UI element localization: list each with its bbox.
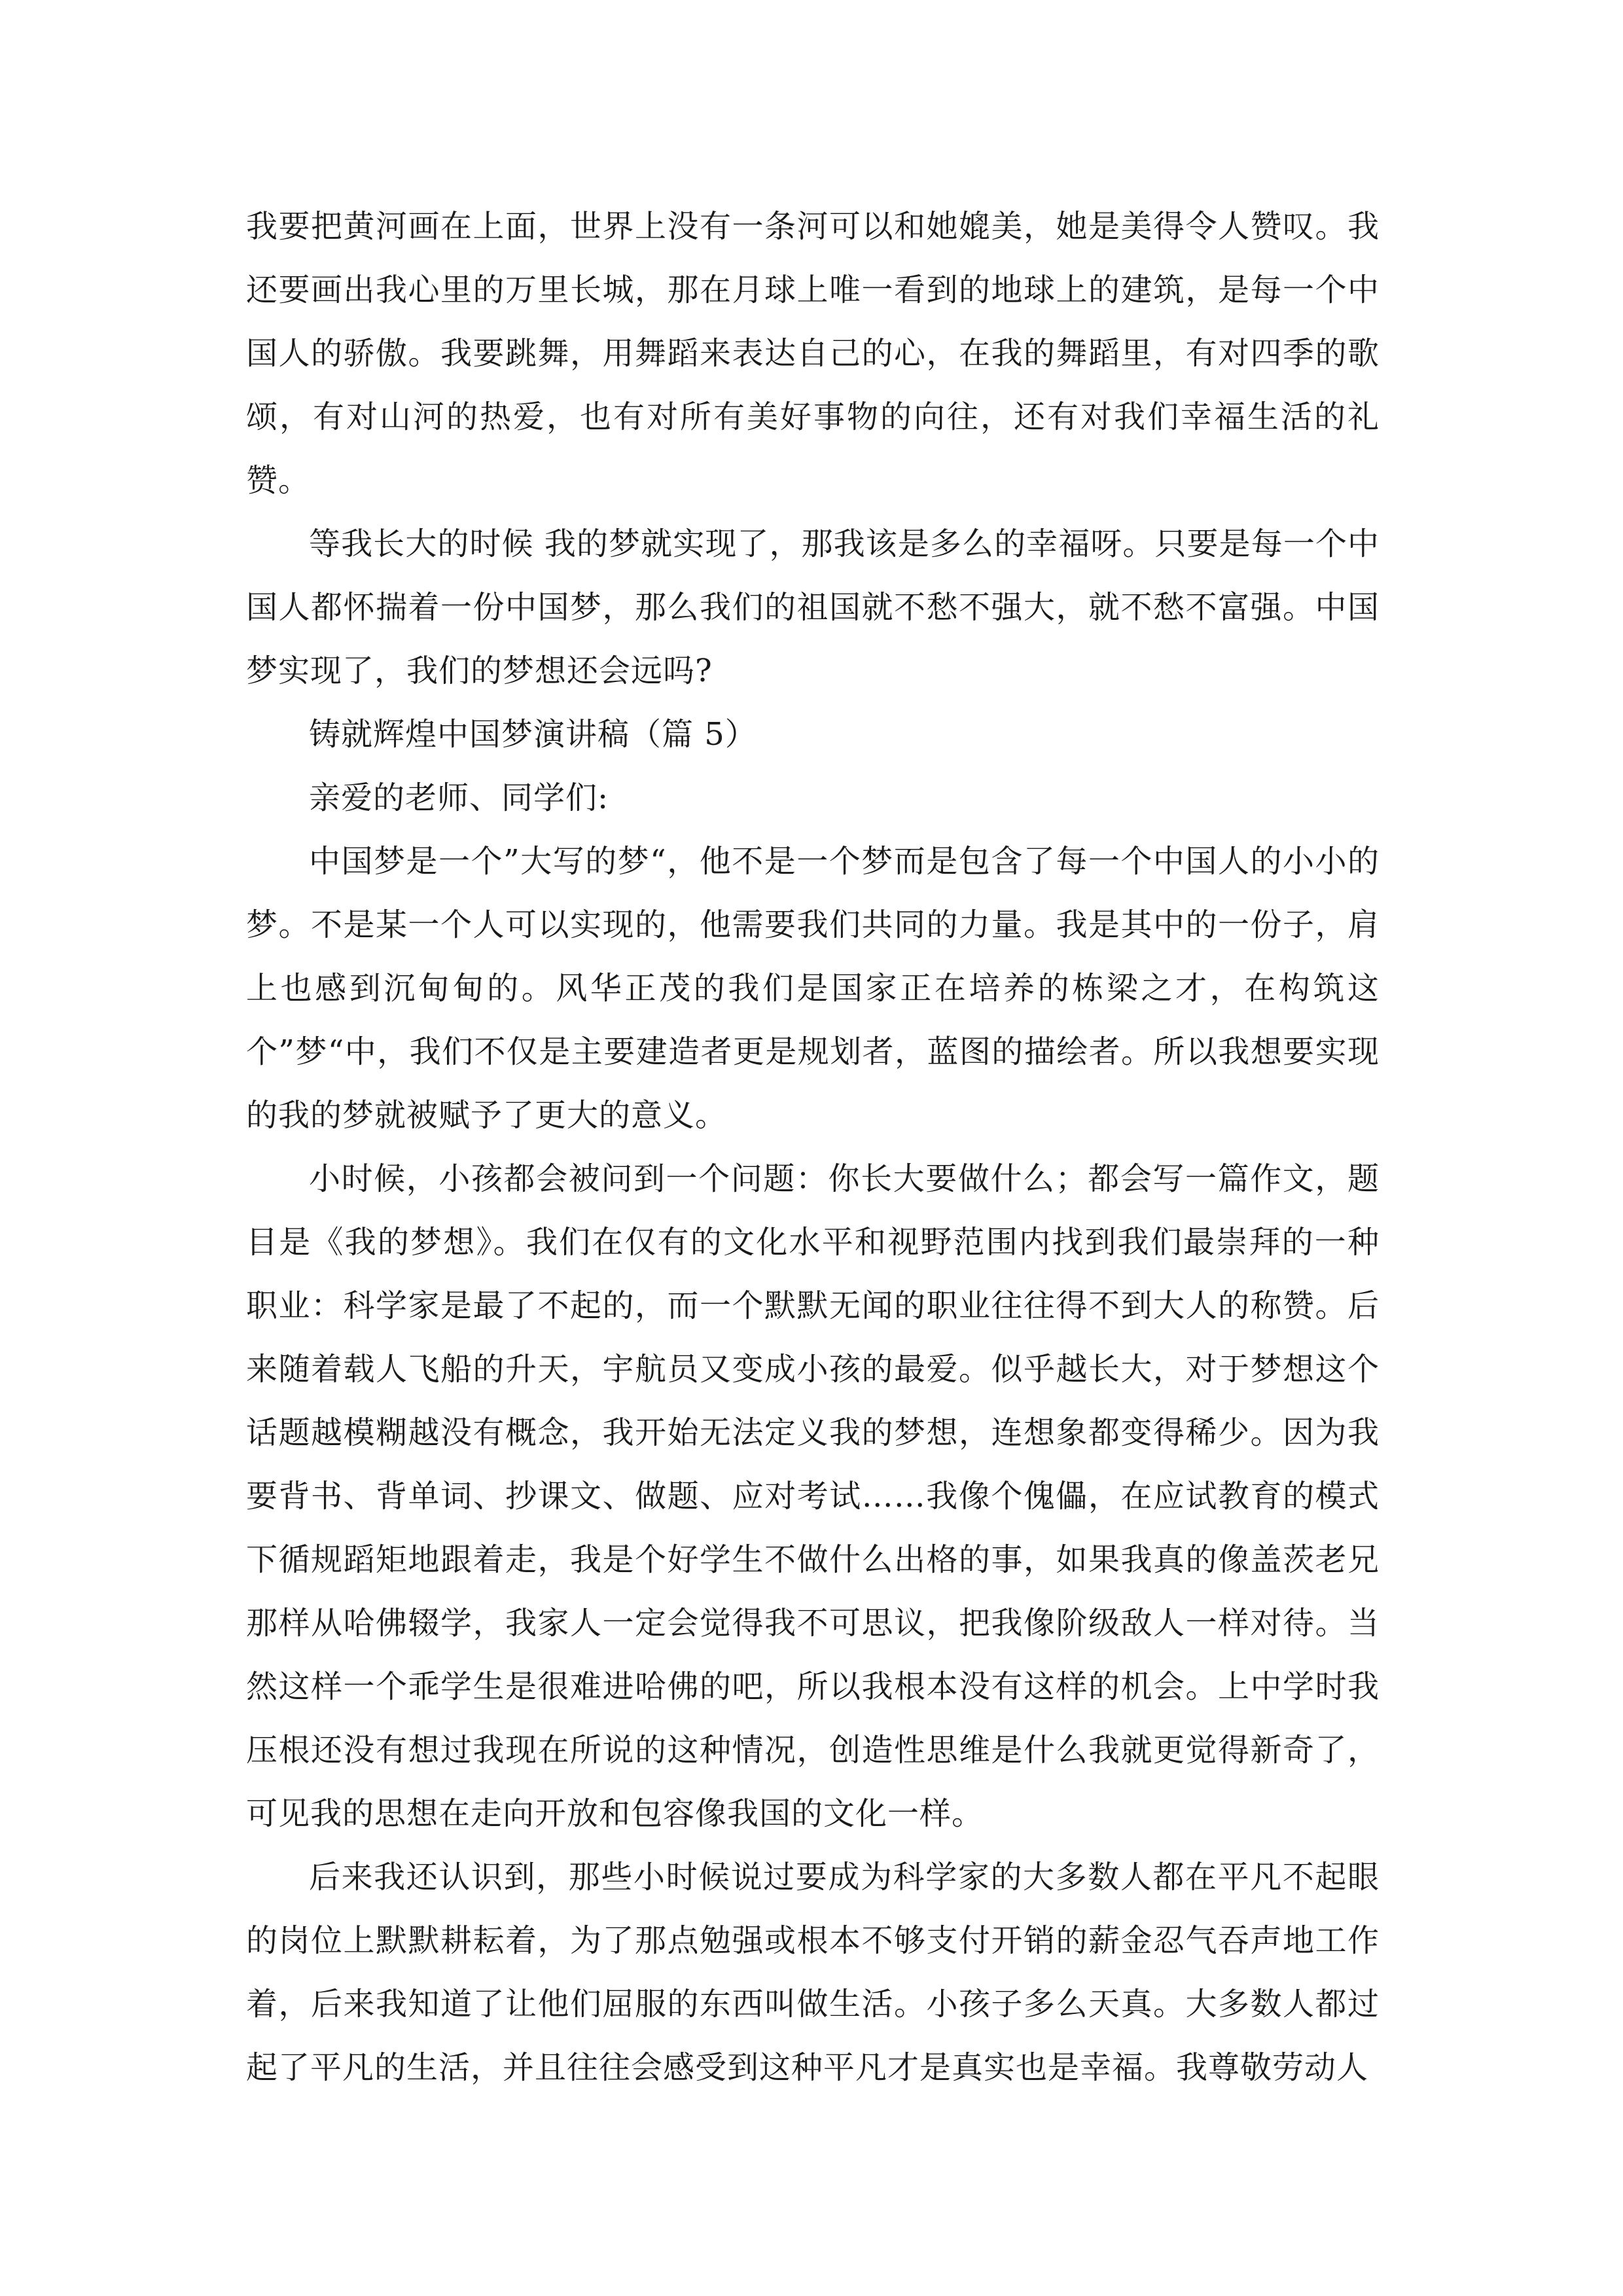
paragraph-dream-come-true: 等我长大的时候 我的梦就实现了，那我该是多么的幸福呀。只要是每一个中国人都怀揣着一份中国梦，那么我们的祖国就不愁不强大，就不愁不富强。中国梦实现了，我们的梦想还会远吗? [246, 526, 1380, 689]
speech-salutation: 亲爱的老师、同学们: [309, 780, 609, 816]
document-body [246, 195, 1380, 2100]
paragraph-ordinary-life: 后来我还认识到，那些小时候说过要成为科学家的大多数人都在平凡不起眼的岗位上默默耕耘着，为了那点勉强或根本不够支付开销的薪金忍气吞声地工作着，后来我知道了让他们屈服的东西叫做生活。小孩子多么天真。大多数人都过起了平凡的生活，并且往往会感受到这种平凡才是真实也是幸福。我尊敬劳动人 [246, 1859, 1380, 2086]
paragraph-yellow-river-great-wall: 我要把黄河画在上面，世界上没有一条河可以和她媲美，她是美得令人赞叹。我还要画出我心里的万里长城，那在月球上唯一看到的地球上的建筑，是每一个中国人的骄傲。我要跳舞，用舞蹈来表达自己的心，在我的舞蹈里，有对四季的歌颂，有对山河的热爱，也有对所有美好事物的向往，还有对我们幸福生活的礼赞。 [246, 208, 1380, 499]
paragraph-chinese-dream-definition: 中国梦是一个”大写的梦“，他不是一个梦而是包含了每一个中国人的小小的梦。不是某一个人可以实现的，他需要我们共同的力量。我是其中的一份子，肩上也感到沉甸甸的。风华正茂的我们是国家正在培养的栋梁之才，在构筑这个”梦“中，我们不仅是主要建造者更是规划者，蓝图的描绘者。所以我想要实现的我的梦就被赋予了更大的意义。 [246, 843, 1380, 1134]
speech-title: 铸就辉煌中国梦演讲稿（篇 5） [309, 716, 757, 753]
paragraph-childhood-dreams: 小时候，小孩都会被问到一个问题：你长大要做什么；都会写一篇作文，题目是《我的梦想》。我们在仅有的文化水平和视野范围内找到我们最崇拜的一种职业：科学家是最了不起的，而一个默默无闻的职业往往得不到大人的称赞。后来随着载人飞船的升天，宇航员又变成小孩的最爱。似乎越长大，对于梦想这个话题越模糊越没有概念，我开始无法定义我的梦想，连想象都变得稀少。因为我要背书、背单词、抄课文、做题、应对考试……我像个傀儡，在应试教育的模式下循规蹈矩地跟着走，我是个好学生不做什么出格的事，如果我真的像盖茨老兄那样从哈佛辍学，我家人一定会觉得我不可思议，把我像阶级敌人一样对待。当然这样一个乖学生是很难进哈佛的吧，所以我根本没有这样的机会。上中学时我压根还没有想过我现在所说的这种情况，创造性思维是什么我就更觉得新奇了，可见我的思想在走向开放和包容像我国的文化一样。 [246, 1160, 1380, 1832]
